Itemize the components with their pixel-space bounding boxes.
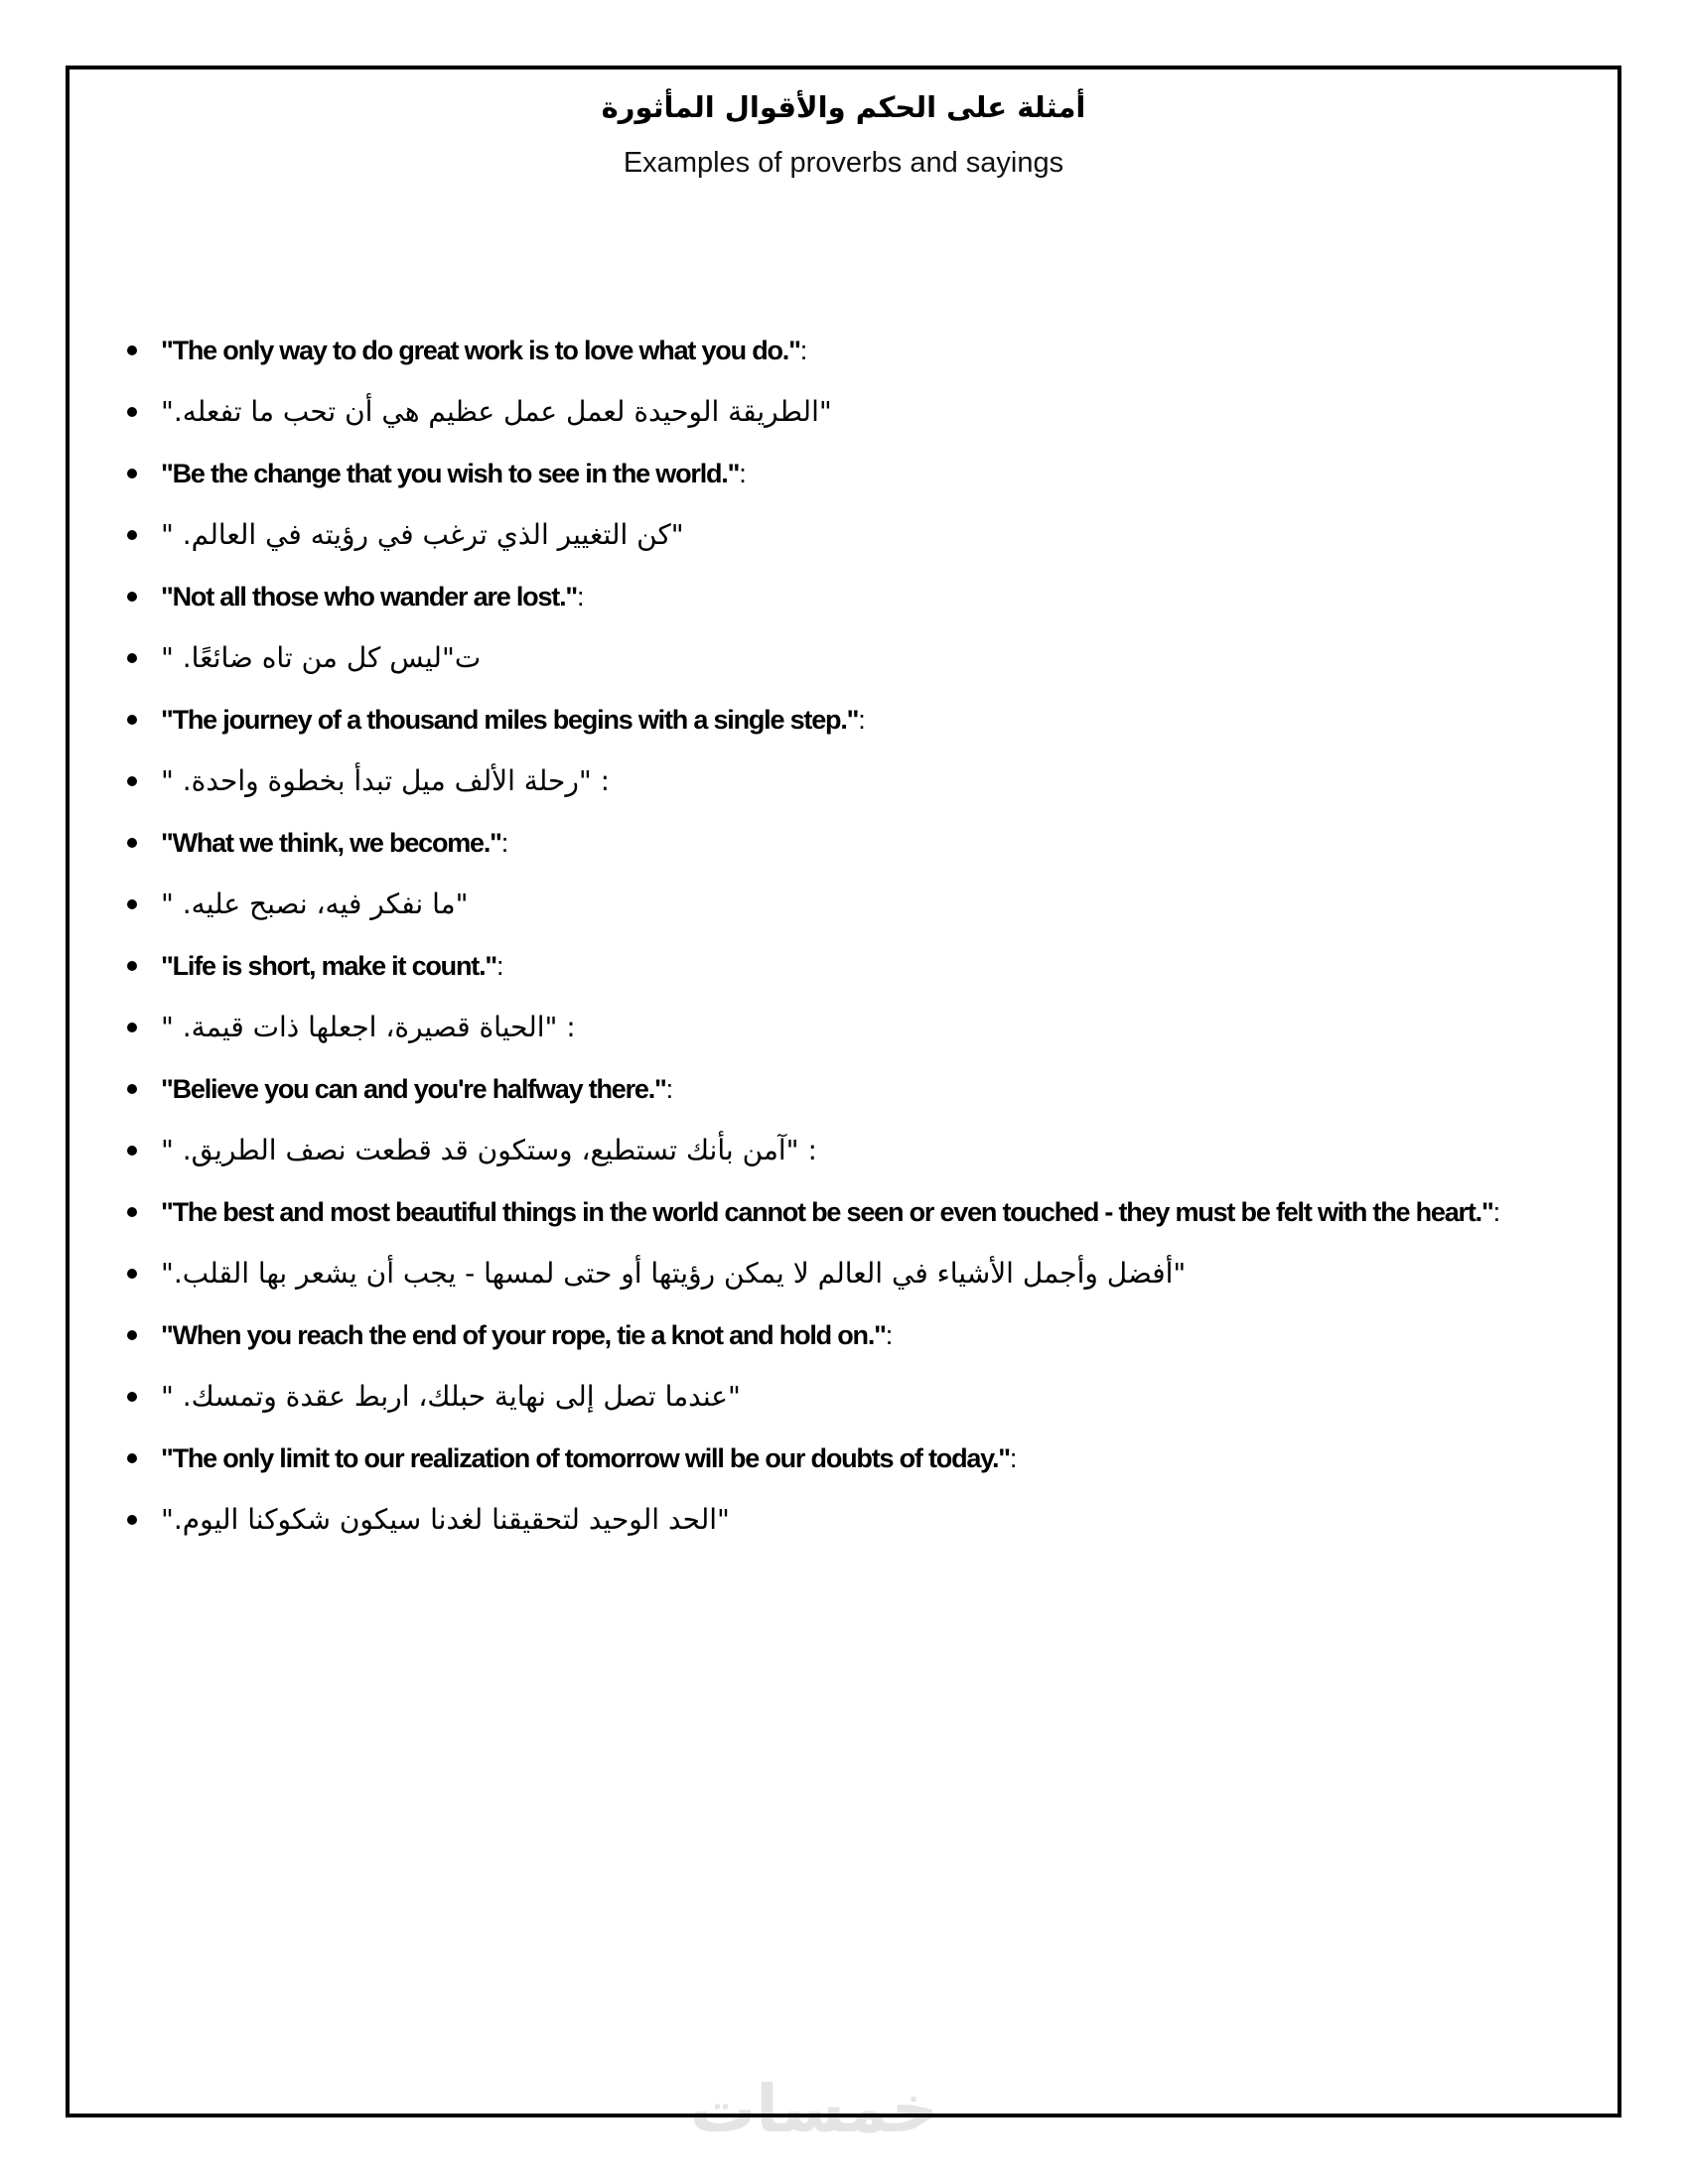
khamsat-watermark: خمسات (689, 2071, 939, 2147)
page-border-box (66, 66, 1621, 2117)
quote-item-english (161, 576, 1598, 617)
document-title-english: Examples of proverbs and sayings (623, 147, 1064, 179)
quote-item-arabic (161, 514, 1598, 556)
quote-text: : "رحلة الألف ميل تبدأ بخطوة واحدة. " (161, 764, 611, 797)
quote-text: "The best and most beautiful things in the world cannot be seen or even touched - they must be felt with the heart." (161, 1197, 1493, 1227)
bullet-icon (127, 469, 137, 478)
quote-item-arabic (161, 1253, 1598, 1295)
quote-item-english (161, 822, 1598, 864)
quote-item-english (161, 699, 1598, 741)
quote-text: "ما نفكر فيه، نصبح عليه. " (161, 887, 469, 920)
quote-item-english (161, 945, 1598, 987)
quote-colon: : (739, 459, 747, 488)
bullet-icon (127, 592, 137, 602)
quote-colon: : (799, 336, 808, 365)
quote-item-arabic (161, 1376, 1598, 1418)
quote-item-english (161, 1068, 1598, 1110)
bullet-icon (127, 345, 137, 355)
bullet-icon (127, 961, 137, 971)
bullet-icon (127, 407, 137, 417)
document-title-arabic: أمثلة على الحكم والأقوال المأثورة (601, 90, 1086, 124)
quote-item-arabic (161, 391, 1598, 433)
bullet-icon (127, 1392, 137, 1402)
quote-item-arabic (161, 637, 1598, 679)
bullet-icon (127, 1146, 137, 1156)
quote-item-arabic (161, 1130, 1598, 1171)
quote-text: "Life is short, make it count." (161, 951, 496, 981)
quote-item-arabic (161, 1007, 1598, 1048)
quote-text: "كن التغيير الذي ترغب في رؤيته في العالم. " (161, 518, 684, 551)
quote-item-arabic (161, 1499, 1598, 1541)
bullet-icon (127, 1023, 137, 1032)
quote-text: : "الحياة قصيرة، اجعلها ذات قيمة. " (161, 1011, 576, 1043)
quote-text: "الطريقة الوحيدة لعمل عمل عظيم هي أن تحب ما تفعله." (161, 395, 832, 428)
bullet-icon (127, 899, 137, 909)
quote-colon: : (495, 951, 504, 981)
quote-text: ت"ليس كل من تاه ضائعًا. " (161, 641, 482, 674)
quote-text: "Not all those who wander are lost." (161, 582, 577, 612)
bullet-icon (127, 1330, 137, 1340)
quote-colon: : (576, 582, 585, 612)
bullet-icon (127, 1207, 137, 1217)
quote-item-arabic (161, 884, 1598, 925)
quote-text: : "آمن بأنك تستطيع، وستكون قد قطعت نصف الطريق. " (161, 1134, 817, 1166)
quote-text: "Be the change that you wish to see in the world." (161, 459, 740, 488)
quote-text: "عندما تصل إلى نهاية حبلك، اربط عقدة وتمسك. " (161, 1380, 741, 1413)
quote-text: "What we think, we become." (161, 828, 501, 858)
bullet-icon (127, 1515, 137, 1525)
quote-colon: : (858, 705, 866, 735)
quote-colon: : (885, 1320, 894, 1350)
quote-text: "The journey of a thousand miles begins with a single step." (161, 705, 859, 735)
bullet-icon (127, 776, 137, 786)
quote-colon: : (1492, 1197, 1501, 1227)
bullet-icon (127, 715, 137, 725)
bullet-icon (127, 530, 137, 540)
quote-text: "Believe you can and you're halfway there." (161, 1074, 666, 1104)
quote-colon: : (500, 828, 509, 858)
bullet-icon (127, 1269, 137, 1279)
quote-item-english (161, 1314, 1598, 1356)
bullet-icon (127, 1084, 137, 1094)
quote-item-english (161, 1437, 1598, 1479)
quote-text: "When you reach the end of your rope, tie a knot and hold on." (161, 1320, 886, 1350)
quote-text: "The only way to do great work is to love what you do." (161, 336, 800, 365)
quote-text: "الحد الوحيد لتحقيقنا لغدنا سيكون شكوكنا اليوم." (161, 1503, 730, 1536)
quote-colon: : (1009, 1443, 1018, 1473)
quote-item-arabic (161, 760, 1598, 802)
quote-item-english (161, 1191, 1598, 1233)
quote-item-english (161, 453, 1598, 494)
bullet-icon (127, 838, 137, 848)
bullet-icon (127, 1453, 137, 1463)
quote-item-english (161, 330, 1598, 371)
bullet-icon (127, 653, 137, 663)
quote-colon: : (665, 1074, 674, 1104)
quote-text: "أفضل وأجمل الأشياء في العالم لا يمكن رؤيتها أو حتى لمسها - يجب أن يشعر بها القلب." (161, 1257, 1187, 1290)
quote-text: "The only limit to our realization of tomorrow will be our doubts of today." (161, 1443, 1010, 1473)
quotes-list (70, 330, 1618, 1541)
